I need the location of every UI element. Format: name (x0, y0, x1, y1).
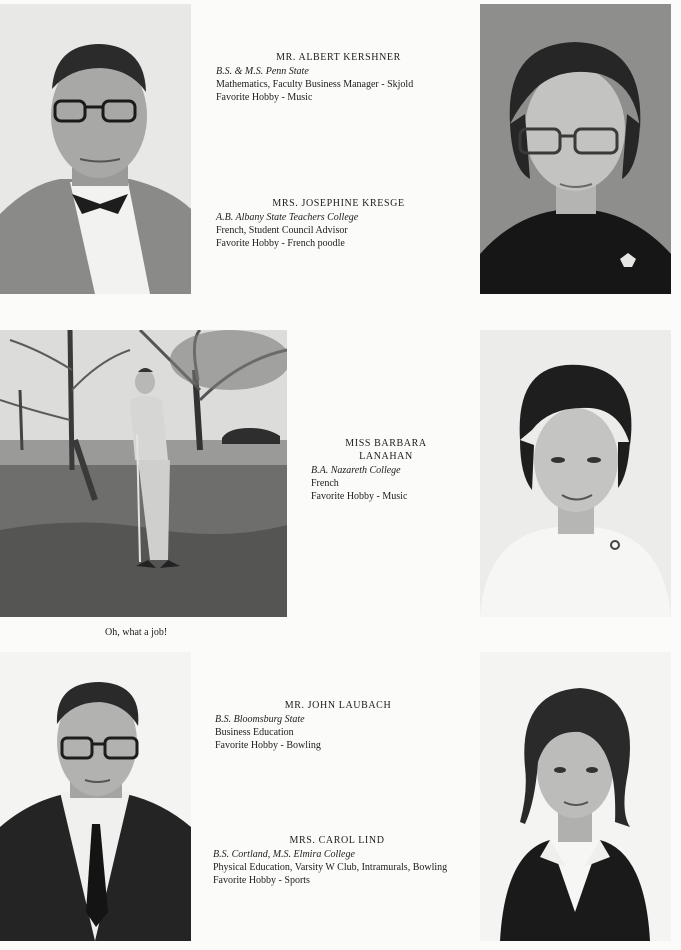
faculty-role: French (311, 478, 339, 489)
photo-albert-kershner (0, 4, 191, 294)
faculty-role: French, Student Council Advisor (216, 225, 348, 236)
faculty-role: Physical Education, Varsity W Club, Intramurals, Bowling (213, 862, 448, 873)
faculty-name-line: MISS BARBARA (345, 438, 427, 449)
faculty-name: MRS. JOSEPHINE KRESGE (272, 198, 405, 209)
photo-candid-raking (0, 330, 287, 617)
faculty-name: MR. ALBERT KERSHNER (276, 52, 401, 63)
faculty-name-line: LANAHAN (359, 451, 413, 462)
faculty-degree: A.B. Albany State Teachers College (216, 212, 359, 223)
photo-john-laubach (0, 652, 191, 941)
photo-josephine-kresge (480, 4, 671, 294)
photo-carol-lind (480, 652, 671, 941)
faculty-name: MRS. CAROL LIND (289, 835, 385, 846)
faculty-hobby: Favorite Hobby - Sports (213, 875, 310, 886)
candid-caption: Oh, what a job! (105, 627, 168, 638)
photo-barbara-lanahan (480, 330, 671, 617)
bio-albert-kershner (216, 51, 461, 104)
faculty-hobby: Favorite Hobby - Bowling (215, 740, 321, 751)
faculty-hobby: Favorite Hobby - Music (311, 491, 408, 502)
faculty-degree: B.S. Bloomsburg State (215, 714, 305, 725)
bio-john-laubach (215, 699, 461, 752)
faculty-hobby: Favorite Hobby - French poodle (216, 238, 345, 249)
faculty-role: Business Education (215, 727, 294, 738)
bio-barbara-lanahan (311, 437, 461, 503)
faculty-degree: B.A. Nazareth College (311, 465, 401, 476)
faculty-role: Mathematics, Faculty Business Manager - Skjold (216, 79, 414, 90)
faculty-name: MR. JOHN LAUBACH (284, 700, 392, 711)
faculty-hobby: Favorite Hobby - Music (216, 92, 313, 103)
faculty-degree: B.S. & M.S. Penn State (216, 66, 309, 77)
bio-josephine-kresge (216, 197, 461, 250)
faculty-degree: B.S. Cortland, M.S. Elmira College (213, 849, 355, 860)
bio-carol-lind (213, 834, 461, 887)
faculty-name (311, 437, 461, 463)
